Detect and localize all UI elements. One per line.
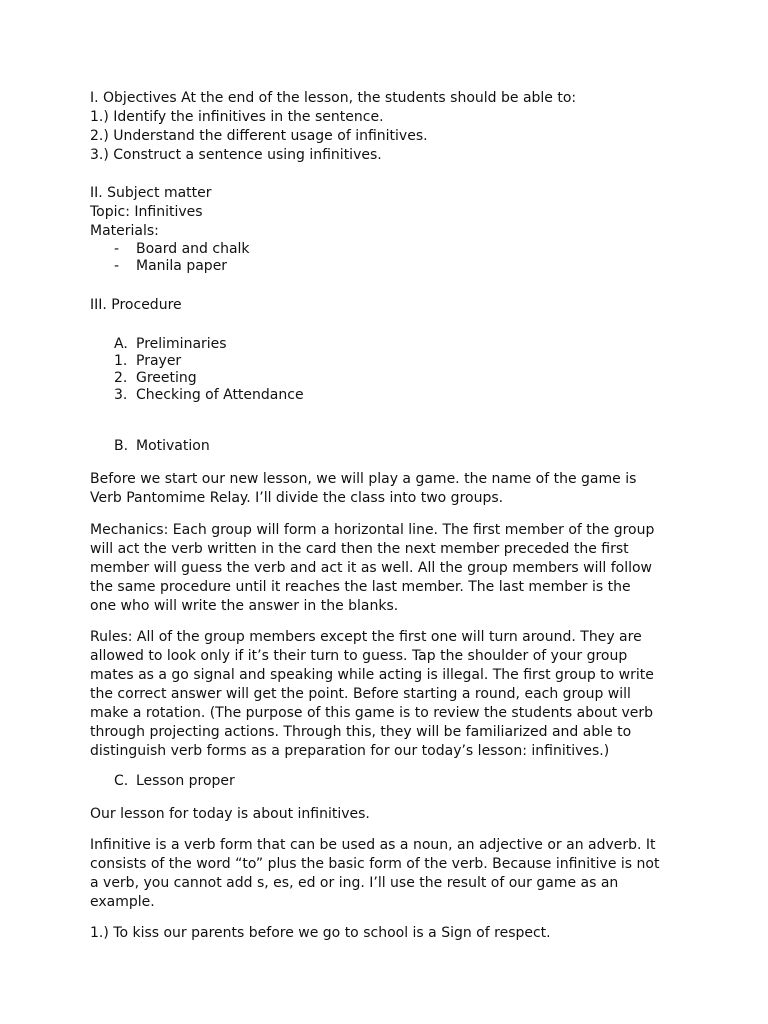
list-item-text: Greeting — [136, 370, 197, 386]
list-item-text: Preliminaries — [136, 336, 227, 352]
list-item-text: Manila paper — [136, 258, 228, 274]
mechanics-paragraph: Mechanics: Each group will form a horizontal line. The first member of the group will act the verb written in the card then the next member preceded the first member will guess the verb and act it as well. All the group members will follow the same procedure until it reaches the last member. The last member is the one who will write the answer in the blanks. — [90, 522, 655, 614]
list-item-text: Prayer — [136, 353, 182, 369]
subject-heading: II. Subject matter — [90, 185, 212, 201]
list-marker: - — [114, 258, 120, 274]
list-item-text: Lesson proper — [136, 773, 235, 789]
lesson-intro: Our lesson for today is about infinitives. — [90, 806, 370, 822]
list-item — [90, 241, 690, 258]
list-item — [90, 336, 690, 353]
materials-list — [90, 241, 690, 275]
list-item-text: Board and chalk — [136, 241, 250, 257]
lesson-definition: Infinitive is a verb form that can be used as a noun, an adjective or an adverb. It consists of the word “to” plus the basic form of the verb. Because infinitive is not a verb, you cannot add s, es, ed or ing. I’ll use the result of our game as an example. — [90, 837, 660, 910]
list-marker: C. — [114, 773, 129, 789]
list-marker: B. — [114, 438, 129, 454]
list-marker: A. — [114, 336, 128, 352]
list-item — [90, 387, 690, 404]
list-marker: - — [114, 241, 120, 257]
objective-item-1: 1.) Identify the infinitives in the sentence. — [90, 109, 384, 125]
list-item-text: Motivation — [136, 438, 210, 454]
list-item — [90, 370, 690, 387]
preliminaries-list — [90, 336, 690, 404]
list-item — [90, 258, 690, 275]
list-item-text: Checking of Attendance — [136, 387, 304, 403]
example-sentence-1: 1.) To kiss our parents before we go to school is a Sign of respect. — [90, 925, 551, 941]
objective-item-3: 3.) Construct a sentence using infinitives. — [90, 147, 382, 163]
objective-item-2: 2.) Understand the different usage of infinitives. — [90, 128, 428, 144]
motivation-heading — [90, 438, 690, 455]
list-marker: 1. — [114, 353, 128, 369]
rules-paragraph: Rules: All of the group members except the first one will turn around. They are allowed to look only if it’s their turn to guess. Tap the shoulder of your group mates as a go signal and speaking while acting is illegal. The first group to write the correct answer will get the point. Before starting a round, each group will make a rotation. (The purpose of this game is to review the students about verb through projecting actions. Through this, they will be familiarized and able to distinguish verb forms as a preparation for our today’s lesson: infinitives.) — [90, 629, 654, 759]
list-marker: 3. — [114, 387, 128, 403]
objectives-heading: I. Objectives At the end of the lesson, the students should be able to: — [90, 90, 577, 106]
motivation-paragraph: Before we start our new lesson, we will play a game. the name of the game is Verb Pantomime Relay. I’ll divide the class into two groups. — [90, 471, 637, 506]
list-marker: 2. — [114, 370, 128, 386]
lesson-plan-document — [90, 89, 690, 943]
materials-label: Materials: — [90, 223, 159, 239]
lesson-proper-heading — [90, 773, 690, 790]
procedure-heading: III. Procedure — [90, 297, 182, 313]
subject-topic: Topic: Infinitives — [90, 204, 203, 220]
list-item — [90, 353, 690, 370]
